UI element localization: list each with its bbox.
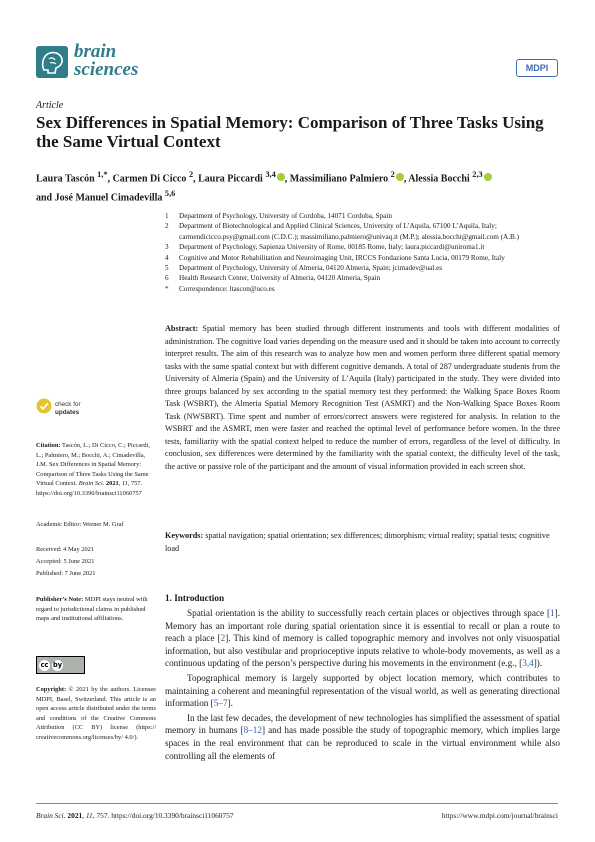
journal-name-line2: sciences [74, 59, 139, 80]
introduction-body [165, 607, 560, 764]
footer-citation: Brain Sci. 2021, 11, 757. https://doi.org/10.3390/brainsci11060757 [36, 811, 234, 820]
author-affil: 5,6 [164, 189, 176, 199]
orcid-icon[interactable] [277, 173, 285, 181]
author-name: Laura Piccardi [198, 173, 263, 185]
publisher-note-text: MDPI stays neutral with regard to jurisdictional claims in published maps and institutional affiliations. [36, 596, 148, 623]
citation-block: Citation: Tascón, L.; Di Cicco, C.; Piccardi, L.; Palmiero, M.; Bocchi, A.; Cimadevilla, J.M. Sex Differences in Spatial Memory: Comparison of Three Tasks Using the Same Virtual Context. Brain Sci. 2021, 11, 757. https://doi.org/10.3390/brainsci11060757 [36, 442, 150, 497]
footer-divider [36, 803, 558, 804]
keywords-label: Keywords: [165, 531, 204, 540]
citation-link[interactable]: 5–7 [213, 698, 228, 709]
orcid-icon[interactable] [484, 173, 492, 181]
author-name: Massimiliano Palmiero [289, 173, 389, 185]
check-for-updates-icon[interactable] [36, 398, 52, 414]
author-list: Laura Tascón $^{1,*}$, Carmen Di Cicco $^2$, Laura Piccardi $^{3,4}$ , Massimiliano Palmiero $^2$ , Alessia Bocchi $^{2,3}$ and José Manuel Cimadevilla $^{5,6}$ [36, 167, 556, 206]
affiliation-item: 1 Department of Psychology, University of Cordoba, 14071 Cordoba, Spain [165, 212, 392, 220]
citation-link[interactable]: 8–12 [243, 725, 262, 736]
author-affil: 2 [188, 170, 194, 179]
paper-title: Sex Differences in Spatial Memory: Comparison of Three Tasks Using the Same Virtual Context [36, 113, 544, 151]
citation-text: Tascón, L.; Di Cicco, C.; Piccardi, L.; Palmiero, M.; Bocchi, A.; Cimadevilla, J.M. Sex Differences in Spatial Memory: Comparison of Three Tasks Using the Same Virtual Context. [36, 442, 150, 488]
journal-name-line1: brain [74, 41, 117, 62]
author-affil: 2 [390, 170, 395, 179]
copyright-label: Copyright: [36, 686, 67, 693]
affiliation-item: 3 Department of Psychology, Sapienza University of Rome, 00185 Rome, Italy; laura.piccardi@uniroma1.it [165, 243, 485, 252]
paragraph: Spatial orientation is the ability to successfully reach certain places or objectives through space [1]. Memory has an important role during spatial orientation since it is essential to recall or plan a route to reach a place [2]. This kind of memory is called topographic memory and involves not only visuospatial information, but also vestibular and proprioceptive inputs relative to whole-body movements, as well as a continuous updating of the person’s perspective during his movements in the environment (e.g., [3,4]). [165, 608, 561, 669]
correspondence: * Correspondence: ltascon@uco.es [165, 284, 275, 293]
citation-volume: 11 [121, 480, 128, 488]
affiliations [165, 211, 560, 294]
publisher-logo: MDPI [516, 59, 558, 77]
citation-link[interactable]: 3,4 [522, 658, 534, 669]
affiliation-item: 5 Department of Psychology, University of Almeria, 04120 Almeria, Spain; jcimadev@ual.es [165, 264, 443, 273]
section-heading: 1. Introduction [165, 593, 225, 603]
citation-journal: Brain Sci. [78, 480, 105, 488]
received-date: Received: 4 May 2021 [36, 546, 95, 553]
abstract-text: Spatial memory has been studied through different instruments and tools with different modalities of administration. The cognitive load varies depending on the measure used and it should be taken into account to correctly interpret results. The aim of this research was to analyze how men and women perform three different spatial memory tasks with the same spatial context but with different cognitive demands. A total of 287 undergraduate students from the University of Almeria (Spain) and the University of L’Aquila (Italy) participated in the study. They were divided into three groups balanced by sex according to the spatial memory test they performed: the Walking Space Boxes Room Task (WSBRT), the Almeria Spatial Memory Recognition Test (ASMRT) and the Non-Walking Space Boxes Room Task (NWSBRT). Time spent and number of errors/correct answers were registered for analysis. In relation to the WSBRT and the ASMRT, men were faster and reached the optimal level of performance before women. In the three tests, familiarity with the spatial context helped to reduce the number of errors, regardless of the level of difficulty. In conclusion, sex differences were determined by the familiarity with the spatial context, the difficulty level of the task, the active or passive role of the participant and the amount of visual information provided in each screen shot. [165, 324, 560, 471]
publisher-note-label: Publisher’s Note: [36, 596, 84, 603]
author-affil: 2,3 [472, 170, 483, 179]
author-affil: 3,4 [265, 170, 276, 179]
author-name: Laura Tascón [36, 173, 95, 185]
author-name: Carmen Di Cicco [112, 173, 187, 185]
footer-journal-url[interactable]: https://www.mdpi.com/journal/brainsci [441, 811, 558, 820]
author-affil: 1,* [97, 170, 108, 179]
article-type: Article [36, 100, 64, 111]
published-date: Published: 7 June 2021 [36, 570, 96, 577]
publisher-note [36, 595, 156, 624]
citation-label: Citation: [36, 442, 61, 449]
author-name: José Manuel Cimadevilla [54, 192, 163, 204]
paragraph: In the last few decades, the development of new technologies has simplified the assessment of spatial memory in humans [8–12] and has made possible the study of topographic memory, which implies large spaces in the real environment that can be reproduced to scale in the virtual environment while also controlling all the elements of [165, 712, 560, 761]
cc-by-license-icon[interactable] [36, 656, 85, 674]
cc-icon: cc [40, 660, 49, 669]
affiliation-item: 2 Department of Biotechnological and Applied Clinical Sciences, University of L’Aquila, 67100 L’Aquila, Italy; carmendicicco.psy@gmail.com (C.D.C.); massimiliano.palmiero@univaq.it (M.P.); alessia.bocchi@gmail.com (A.B.) [165, 222, 520, 241]
copyright-block [36, 685, 156, 743]
citation-year: 2021 [105, 480, 119, 488]
paragraph: Topographical memory is largely supported by object location memory, which contributes to maintaining a coherent and meaningful representation of the visual world, as well as generating directional information [5–7]. [165, 672, 560, 709]
journal-logo-icon [36, 46, 68, 78]
keywords-text: spatial navigation; spatial orientation; sex differences; dimorphism; virtual reality; spatial tests; cognitive load [165, 531, 550, 553]
abstract [165, 323, 560, 473]
check-for-updates-link[interactable]: check for updates [55, 401, 81, 416]
copyright-text: © 2021 by the authors. Licensee MDPI, Basel, Switzerland. This article is an open access article distributed under the terms and conditions of the Creative Commons Attribution (CC BY) license (https:// creativecommons.org/licenses/by/ 4.0/). [36, 686, 156, 741]
accepted-date: Accepted: 5 June 2021 [36, 558, 95, 565]
affiliation-item: 6 Health Research Center, University of Almeria, 04120 Almeria, Spain [165, 274, 381, 283]
affiliation-item: 4 Cognitive and Motor Rehabilitation and Neuroimaging Unit, IRCCS Fondazione Santa Lucia, 00179 Rome, Italy [165, 253, 505, 262]
citation-link[interactable]: 2 [220, 633, 226, 644]
by-icon: by [52, 660, 63, 669]
keywords [165, 530, 560, 555]
citation-link[interactable]: 1 [550, 608, 555, 618]
footer-doi-link[interactable]: , 757. https://doi.org/10.3390/brainsci11060757 [92, 811, 234, 820]
orcid-icon[interactable] [396, 173, 404, 181]
academic-editor: Academic Editor: Werner M. Graf [36, 521, 124, 528]
author-name: Alessia Bocchi [408, 173, 470, 185]
abstract-label: Abstract: [165, 324, 199, 333]
journal-name [74, 43, 138, 79]
citation-doi[interactable]: , 757. https://doi.org/10.3390/brainsci11060757 [36, 480, 143, 497]
